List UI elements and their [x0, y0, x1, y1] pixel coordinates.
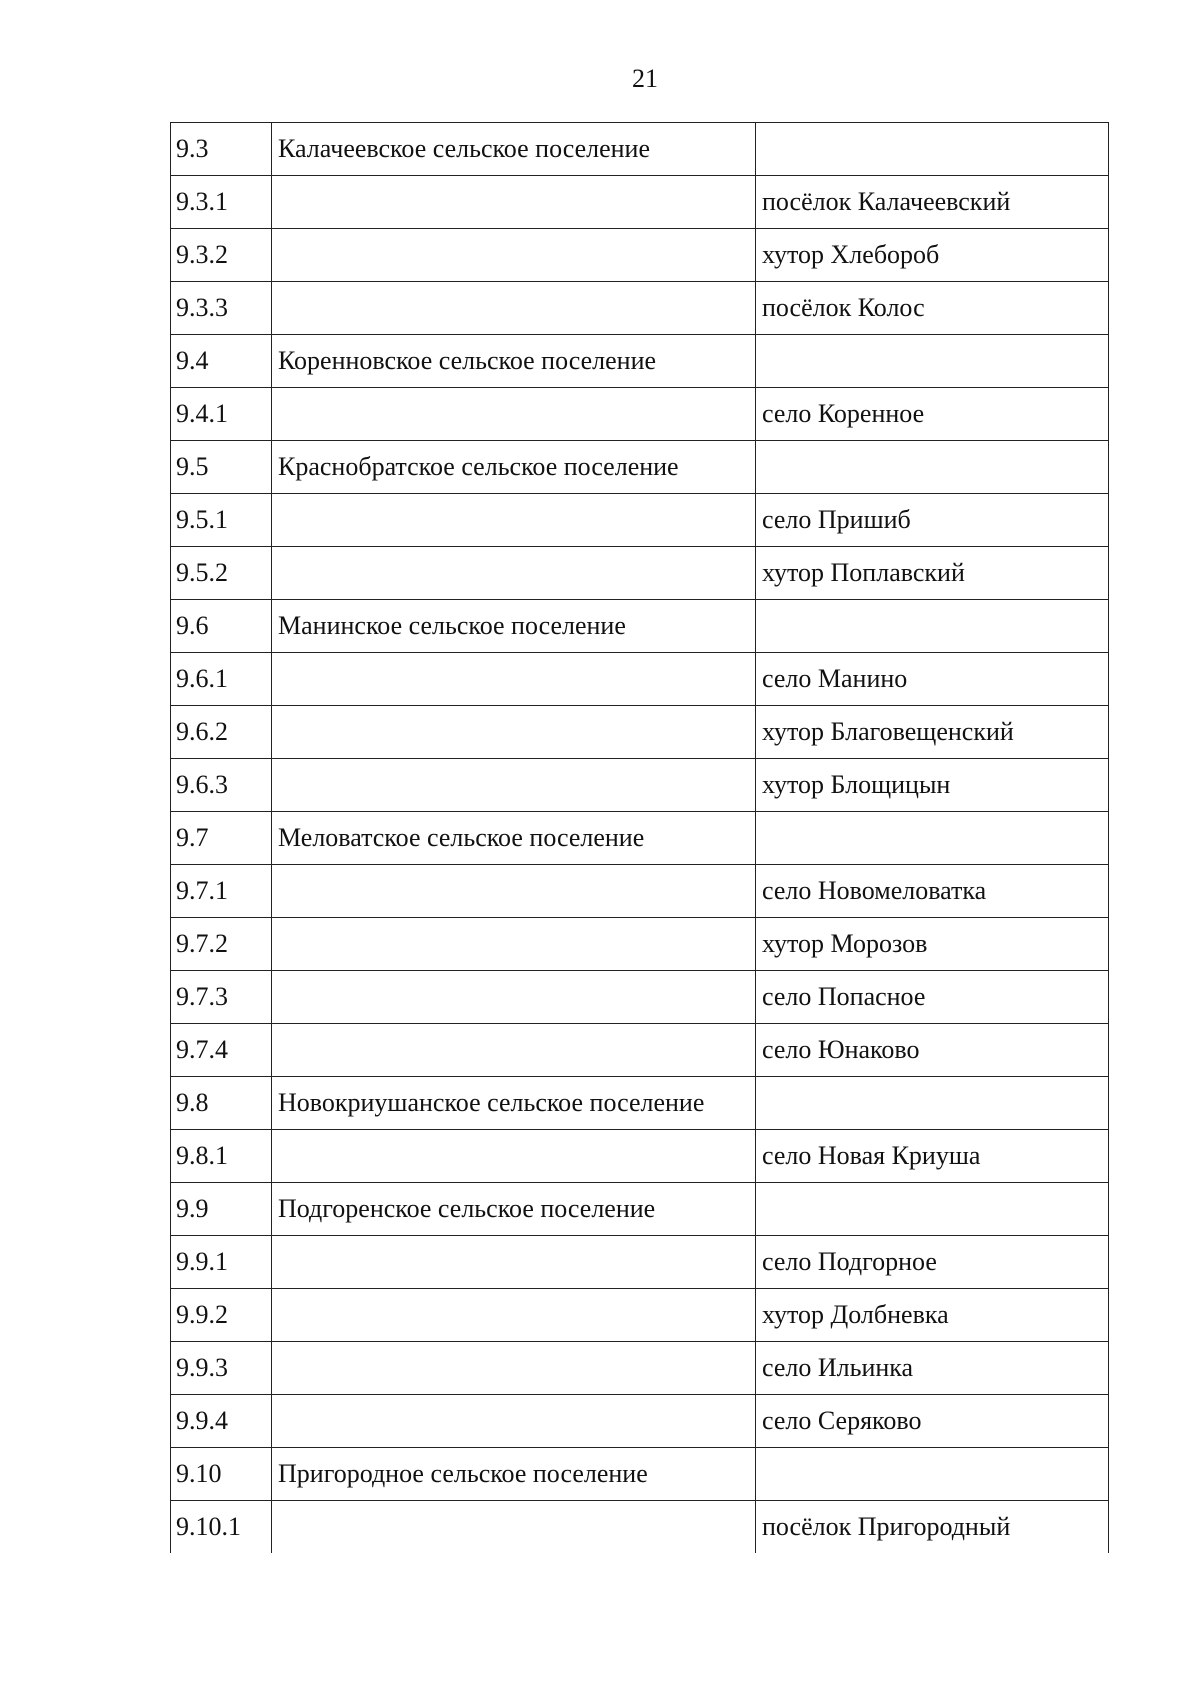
locality-name-cell: село Новомеловатка [756, 865, 1109, 918]
row-number-cell: 9.6.2 [171, 706, 272, 759]
row-number-cell: 9.7.3 [171, 971, 272, 1024]
table-row [171, 1077, 1109, 1130]
row-number-cell: 9.3.1 [171, 176, 272, 229]
locality-name-cell: село Новая Криуша [756, 1130, 1109, 1183]
settlements-table-body [171, 123, 1109, 1554]
locality-name-cell: село Пришиб [756, 494, 1109, 547]
table-row [171, 653, 1109, 706]
table-row [171, 865, 1109, 918]
row-number-cell: 9.3.2 [171, 229, 272, 282]
row-number-cell: 9.9.2 [171, 1289, 272, 1342]
locality-name-cell: село Серяково [756, 1395, 1109, 1448]
table-row [171, 1289, 1109, 1342]
locality-name-cell: посёлок Пригородный [756, 1501, 1109, 1554]
locality-name-cell [756, 1448, 1109, 1501]
locality-name-cell: село Манино [756, 653, 1109, 706]
settlement-name-cell [272, 1024, 756, 1077]
table-row [171, 1448, 1109, 1501]
row-number-cell: 9.3 [171, 123, 272, 176]
table-row [171, 547, 1109, 600]
table-row [171, 971, 1109, 1024]
settlement-name-cell: Калачеевское сельское поселение [272, 123, 756, 176]
locality-name-cell [756, 335, 1109, 388]
table-row [171, 1024, 1109, 1077]
settlement-name-cell [272, 388, 756, 441]
settlement-name-cell [272, 971, 756, 1024]
row-number-cell: 9.8.1 [171, 1130, 272, 1183]
locality-name-cell [756, 600, 1109, 653]
row-number-cell: 9.5.1 [171, 494, 272, 547]
table-row [171, 388, 1109, 441]
row-number-cell: 9.9.1 [171, 1236, 272, 1289]
locality-name-cell [756, 1183, 1109, 1236]
locality-name-cell [756, 441, 1109, 494]
locality-name-cell: село Ильинка [756, 1342, 1109, 1395]
settlement-name-cell [272, 918, 756, 971]
row-number-cell: 9.4 [171, 335, 272, 388]
settlement-name-cell: Меловатское сельское поселение [272, 812, 756, 865]
locality-name-cell: хутор Благовещенский [756, 706, 1109, 759]
settlement-name-cell [272, 865, 756, 918]
settlement-name-cell [272, 1236, 756, 1289]
table-row [171, 812, 1109, 865]
locality-name-cell: посёлок Колос [756, 282, 1109, 335]
settlement-name-cell: Манинское сельское поселение [272, 600, 756, 653]
table-row [171, 918, 1109, 971]
locality-name-cell [756, 1077, 1109, 1130]
table-row [171, 1342, 1109, 1395]
settlement-name-cell: Подгоренское сельское поселение [272, 1183, 756, 1236]
settlement-name-cell [272, 494, 756, 547]
locality-name-cell: село Подгорное [756, 1236, 1109, 1289]
settlement-name-cell: Новокриушанское сельское поселение [272, 1077, 756, 1130]
locality-name-cell: хутор Поплавский [756, 547, 1109, 600]
row-number-cell: 9.7.2 [171, 918, 272, 971]
settlement-name-cell [272, 1342, 756, 1395]
table-row [171, 1236, 1109, 1289]
settlement-name-cell [272, 282, 756, 335]
table-row [171, 759, 1109, 812]
row-number-cell: 9.9 [171, 1183, 272, 1236]
row-number-cell: 9.7 [171, 812, 272, 865]
table-row [171, 706, 1109, 759]
page-number: 21 [632, 64, 658, 93]
locality-name-cell [756, 812, 1109, 865]
row-number-cell: 9.5.2 [171, 547, 272, 600]
settlement-name-cell [272, 1501, 756, 1554]
locality-name-cell: село Попасное [756, 971, 1109, 1024]
row-number-cell: 9.5 [171, 441, 272, 494]
row-number-cell: 9.8 [171, 1077, 272, 1130]
settlement-name-cell [272, 547, 756, 600]
row-number-cell: 9.10 [171, 1448, 272, 1501]
settlement-name-cell: Краснобратское сельское поселение [272, 441, 756, 494]
settlement-name-cell [272, 1289, 756, 1342]
locality-name-cell: село Юнаково [756, 1024, 1109, 1077]
table-row [171, 1183, 1109, 1236]
locality-name-cell: хутор Хлебороб [756, 229, 1109, 282]
table-row [171, 176, 1109, 229]
table-row [171, 1501, 1109, 1554]
table-row [171, 494, 1109, 547]
settlement-name-cell: Пригородное сельское поселение [272, 1448, 756, 1501]
settlement-name-cell [272, 1395, 756, 1448]
locality-name-cell: посёлок Калачеевский [756, 176, 1109, 229]
row-number-cell: 9.9.4 [171, 1395, 272, 1448]
table-row [171, 123, 1109, 176]
row-number-cell: 9.3.3 [171, 282, 272, 335]
settlement-name-cell [272, 229, 756, 282]
row-number-cell: 9.6 [171, 600, 272, 653]
locality-name-cell: хутор Блощицын [756, 759, 1109, 812]
row-number-cell: 9.10.1 [171, 1501, 272, 1554]
locality-name-cell: хутор Морозов [756, 918, 1109, 971]
row-number-cell: 9.9.3 [171, 1342, 272, 1395]
locality-name-cell [756, 123, 1109, 176]
row-number-cell: 9.6.1 [171, 653, 272, 706]
table-row [171, 1130, 1109, 1183]
settlement-name-cell [272, 176, 756, 229]
row-number-cell: 9.6.3 [171, 759, 272, 812]
settlements-table [170, 122, 1109, 1553]
settlement-name-cell [272, 759, 756, 812]
row-number-cell: 9.7.4 [171, 1024, 272, 1077]
row-number-cell: 9.7.1 [171, 865, 272, 918]
table-row [171, 1395, 1109, 1448]
settlement-name-cell [272, 706, 756, 759]
table-row [171, 600, 1109, 653]
table-row [171, 229, 1109, 282]
settlement-name-cell [272, 653, 756, 706]
table-row [171, 335, 1109, 388]
settlement-name-cell: Коренновское сельское поселение [272, 335, 756, 388]
settlement-name-cell [272, 1130, 756, 1183]
locality-name-cell: село Коренное [756, 388, 1109, 441]
table-row [171, 282, 1109, 335]
table-row [171, 441, 1109, 494]
locality-name-cell: хутор Долбневка [756, 1289, 1109, 1342]
row-number-cell: 9.4.1 [171, 388, 272, 441]
